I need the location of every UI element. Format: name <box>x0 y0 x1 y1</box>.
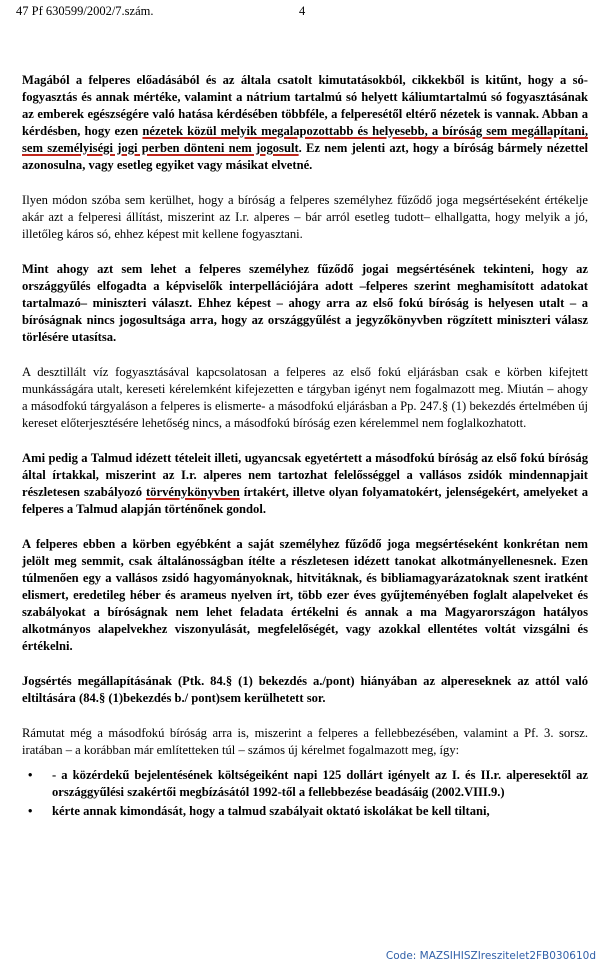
list-item <box>22 803 588 820</box>
paragraph-4: A desztillált víz fogyasztásával kapcsolatosan a felperes az első fokú eljárásban csak e körben kifejtett munkásságára utalt, kereseti kérelemként kifejezetten e tárgyban igényt nem fogalmazott meg. Miután – ahogy a másodfokú tárgyaláson a felperes is elismerte- a másodfokú eljárásban a Pp. 247.§ (1) bekezdés értelmében új kereset előterjesztésére lehetőség nincs, a másodfokú bíróság ezen kérelemmel nem foglalkozhatott. <box>22 365 588 430</box>
list-item <box>22 767 588 801</box>
document-code: Code: MAZSIHISZIreszitelet2FB030610d <box>385 950 596 962</box>
paragraph-6: A felperes ebben a körben egyébként a saját személyhez fűződő joga megsértéseként konkrétan nem jelölt meg semmit, csak általánosságban ítélte a részletesen idézett tanokat alkotmányellenesnek. Ezen túlmenően egy a vallásos zsidó hagyományoknak, hitvitáknak, és bibliamagyarázatoknak szent iratként elismert, eredetileg héber és arameus nyelven írt, több ezer éves gyűjteményében foglalt alapelveket és szabályokat a bíróságnak nem lehet feladata értékelni és annak a ma Magyarországon hatályos alkotmányos alapelvekhez viszonyulását, megfelelőségét, vagy azokkal ellentétes voltát vizsgálni és értékelni. <box>22 537 588 653</box>
paragraph-7: Jogsértés megállapításának (Ptk. 84.§ (1) bekezdés a./pont) hiányában az alpereseknek az attól való eltiltására (84.§ (1)bekezdés b./ pont)sem kerülhetett sor. <box>22 674 588 705</box>
paragraph-1-underlined-phrase: nézetek közül melyik megalapozottabb és helyesebb, a bíróság sem megállapítani, sem személyiségi jogi perben dönteni nem jogosult <box>22 124 588 155</box>
paragraph-3: Mint ahogy azt sem lehet a felperes személyhez fűződő jogai megsértésének tekinteni, hogy az országgyűlés elfogadta a képviselők interpellációjára adott –felperes szerint meghamisított adatokat tartalmazó– miniszteri választ. Ehhez képest – ahogy arra az első fokú bíróság is helyesen utalt – a bíróságnak nincs jogosultsága arra, hogy az országgyűlést a jegyzőkönyvben rögzített miniszteri válasz törlésére utasítsa. <box>22 262 588 344</box>
paragraph-5-text-a: Ami pedig a Talmud idézett tételeit illeti, ugyancsak egyetértett a másodfokú bíróság az első fokú bíróság által írtakkal, miszerint az I.r. alperes nem tartozhat felelősséggel a vallásos zsidók mindennapjait részletesen szabályozó <box>22 451 588 499</box>
paragraph-8: Rámutat még a másodfokú bíróság arra is, miszerint a felperes a fellebbezésében, valamint a Pf. 3. sorsz. iratában – a korábban már említetteken túl – számos új kérelmet fogalmazott meg, így: <box>22 726 588 757</box>
bullet-glyph: • <box>28 768 33 782</box>
paragraph-1-text-a: Magából a felperes előadásából és az általa csatolt kimutatásokból, cikkekből is kitűnt, hogy a só-fogyasztás és annak mértéke, valamint a nátrium tartalmú só helyett káliumtartalmú só fogyasztásának az emberek egészségére való hatása kérdésében többféle, a felperesétől eltérő nézetek is vannak. Abban a kérdésben, hogy ezen <box>22 73 588 138</box>
list-item-text: - a közérdekű bejelentésének költségeiként napi 125 dollárt igényelt az I. és II.r. alperesektől az országgyűlési szakértői megbízásától 1992-től a fellebbezése beadásáig (2002.VIII.9.) <box>52 768 588 799</box>
paragraph-1 <box>22 72 588 174</box>
page-header <box>16 3 596 21</box>
list-item-text: kérte annak kimondását, hogy a talmud szabályait oktató iskolákat be kell tiltani, <box>52 804 490 818</box>
page-number: 4 <box>299 4 306 18</box>
bullet-glyph: • <box>28 804 33 818</box>
paragraph-5-underlined-word: törvénykönyvben <box>145 485 240 499</box>
document-body <box>22 72 588 822</box>
paragraph-5 <box>22 450 588 518</box>
paragraph-1-text-c: . Ez nem jelenti azt, hogy a bíróság bármely nézettel azonosulna, vagy esetleg egyiket vagy másikat elvetné. <box>22 141 588 172</box>
request-list <box>22 767 588 820</box>
paragraph-5-text-c: írtakért, illetve olyan folyamatokért, jelenségekért, amelyeket a felperes a Talmud alapján történőnek gondol. <box>22 485 588 516</box>
case-reference: 47 Pf 630599/2002/7.szám. <box>16 4 154 18</box>
paragraph-2: Ilyen módon szóba sem kerülhet, hogy a bíróság a felperes személyhez fűződő joga megsértéseként értékelje akár azt a felperesi állítást, miszerint az I.r. alperes – bár arról esetleg tudott– elhallgatta, hogy melyik a jó, illetőleg káros só, ehhez képest mit kellene fogyasztani. <box>22 193 588 241</box>
